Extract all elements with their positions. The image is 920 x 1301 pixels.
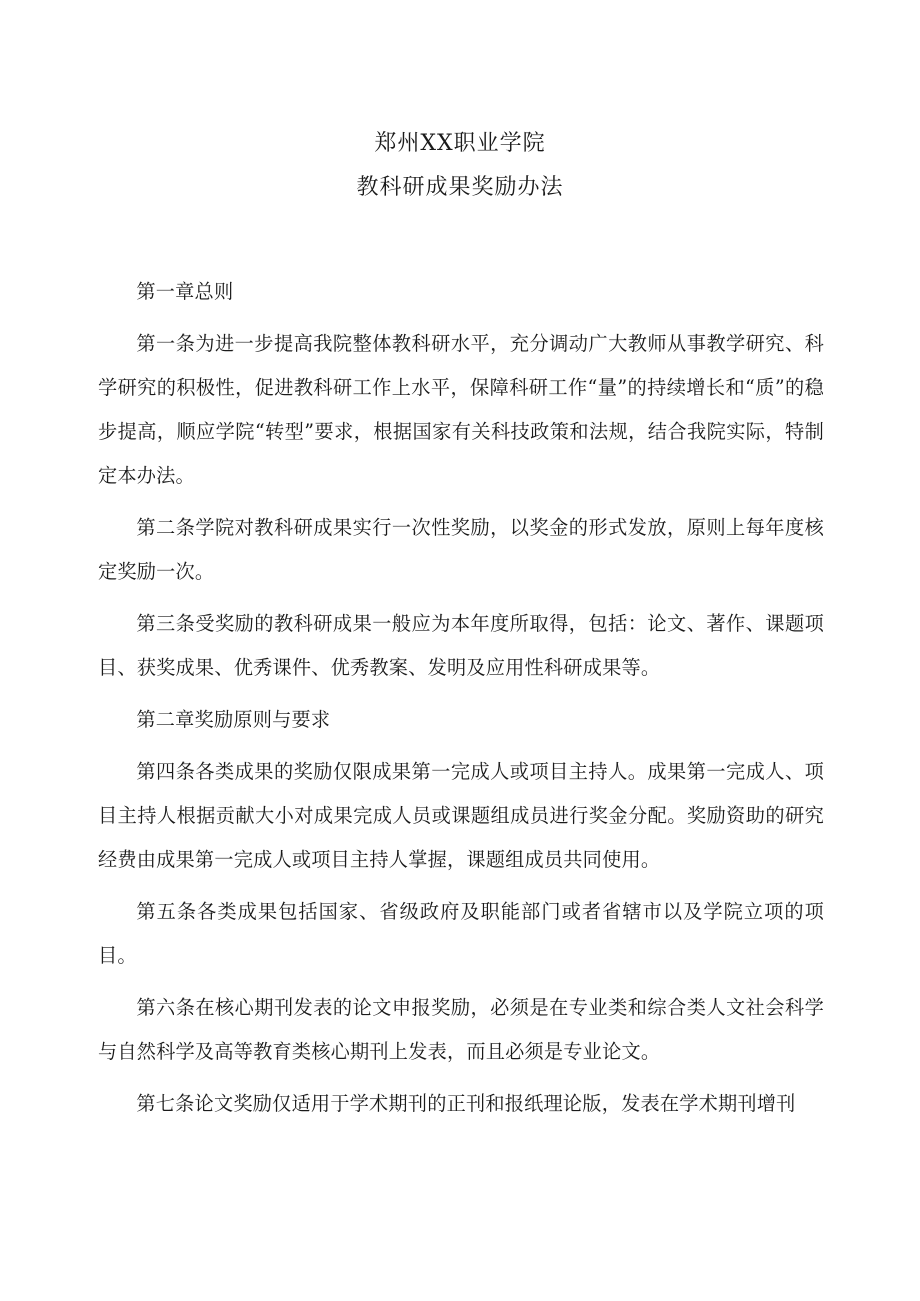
article-paragraph: 第二条学院对教科研成果实行一次性奖励，以奖金的形式发放，原则上每年度核定奖励一次。 [98, 516, 824, 583]
chapter-heading: 第二章奖励原则与要求 [136, 708, 331, 731]
document-body [98, 270, 824, 1134]
article-paragraph: 第六条在核心期刊发表的论文申报奖励，必须是在专业类和综合类人文社会科学与自然科学及高等教育类核心期刊上发表，而且必须是专业论文。 [98, 996, 824, 1063]
chapter-heading: 第一章总则 [136, 280, 234, 303]
article-paragraph: 第四条各类成果的奖励仅限成果第一完成人或项目主持人。成果第一完成人、项目主持人根据贡献大小对成果完成人员或课题组成员进行奖金分配。奖励资助的研究经费由成果第一完成人或项目主持人掌握，课题组成员共同使用。 [98, 760, 824, 871]
title-block [0, 122, 920, 210]
article-paragraph: 第三条受奖励的教科研成果一般应为本年度所取得，包括：论文、著作、课题项目、获奖成果、优秀课件、优秀教案、发明及应用性科研成果等。 [98, 612, 824, 679]
document-subtitle: 教科研成果奖励办法 [356, 175, 564, 200]
document-title: 郑州XX职业学院 [374, 131, 546, 156]
article-paragraph: 第五条各类成果包括国家、省级政府及职能部门或者省辖市以及学院立项的项目。 [98, 900, 824, 967]
article-paragraph: 第一条为进一步提高我院整体教科研水平，充分调动广大教师从事教学研究、科学研究的积极性，促进教科研工作上水平，保障科研工作“量”的持续增长和“质”的稳步提高，顺应学院“转型”要求，根据国家有关科技政策和法规，结合我院实际，特制定本办法。 [98, 332, 824, 487]
article-paragraph: 第七条论文奖励仅适用于学术期刊的正刊和报纸理论版，发表在学术期刊增刊 [136, 1092, 796, 1115]
